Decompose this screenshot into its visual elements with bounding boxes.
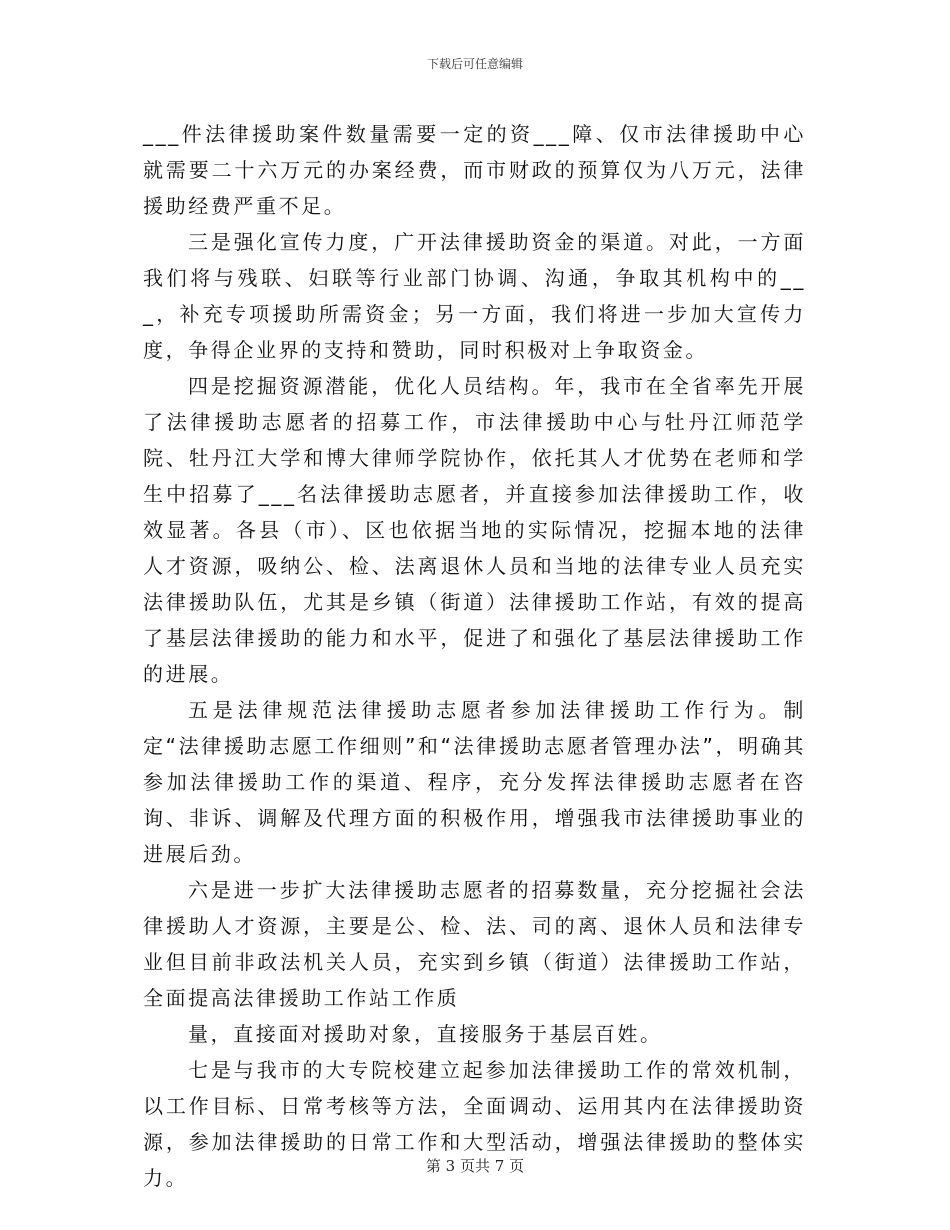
page-number: 第 3 页共 7 页 bbox=[425, 1157, 525, 1175]
document-body bbox=[143, 116, 806, 1196]
page-header-note: 下载后可任意编辑 bbox=[426, 57, 523, 71]
paragraph-point-five: 五是法律规范法律援助志愿者参加法律援助工作行为。制定“法律援助志愿工作细则”和“法律援助志愿者管理办法”，明确其参加法律援助工作的渠道、程序，充分发挥法律援助志愿者在咨询、非诉、调解及代理方面的积极作用，增强我市法律援助事业的进展后劲。 bbox=[143, 698, 806, 866]
paragraph-continuation: ___件法律援助案件数量需要一定的资___障、仅市法律援助中心就需要二十六万元的办案经费，而市财政的预算仅为八万元，法律援助经费严重不足。 bbox=[143, 122, 806, 218]
paragraph-point-six-continued: 量，直接面对援助对象，直接服务于基层百姓。 bbox=[188, 1022, 663, 1046]
paragraph-point-seven: 七是与我市的大专院校建立起参加法律援助工作的常效机制，以工作目标、日常考核等方法，全面调动、运用其内在法律援助资源，参加法律援助的日常工作和大型活动，增强法律援助的整体实力。 bbox=[143, 1058, 806, 1190]
paragraph-point-six: 六是进一步扩大法律援助志愿者的招募数量，充分挖掘社会法律援助人才资源，主要是公、检、法、司的离、退休人员和法律专业但目前非政法机关人员，充实到乡镇（街道）法律援助工作站，全面提高法律援助工作站工作质 bbox=[143, 878, 806, 1010]
paragraph-point-four: 四是挖掘资源潜能，优化人员结构。年，我市在全省率先开展了法律援助志愿者的招募工作，市法律援助中心与牡丹江师范学院、牡丹江大学和博大律师学院协作，依托其人才优势在老师和学生中招募了___名法律援助志愿者，并直接参加法律援助工作，收效显著。各县（市）、区也依据当地的实际情况，挖掘本地的法律人才资源，吸纳公、检、法离退休人员和当地的法律专业人员充实法律援助队伍，尤其是乡镇（街道）法律援助工作站，有效的提高了基层法律援助的能力和水平，促进了和强化了基层法律援助工作的进展。 bbox=[143, 374, 806, 686]
paragraph-point-three: 三是强化宣传力度，广开法律援助资金的渠道。对此，一方面我们将与残联、妇联等行业部门协调、沟通，争取其机构中的___，补充专项援助所需资金；另一方面，我们将进一步加大宣传力度，争得企业界的支持和赞助，同时积极对上争取资金。 bbox=[143, 230, 806, 362]
